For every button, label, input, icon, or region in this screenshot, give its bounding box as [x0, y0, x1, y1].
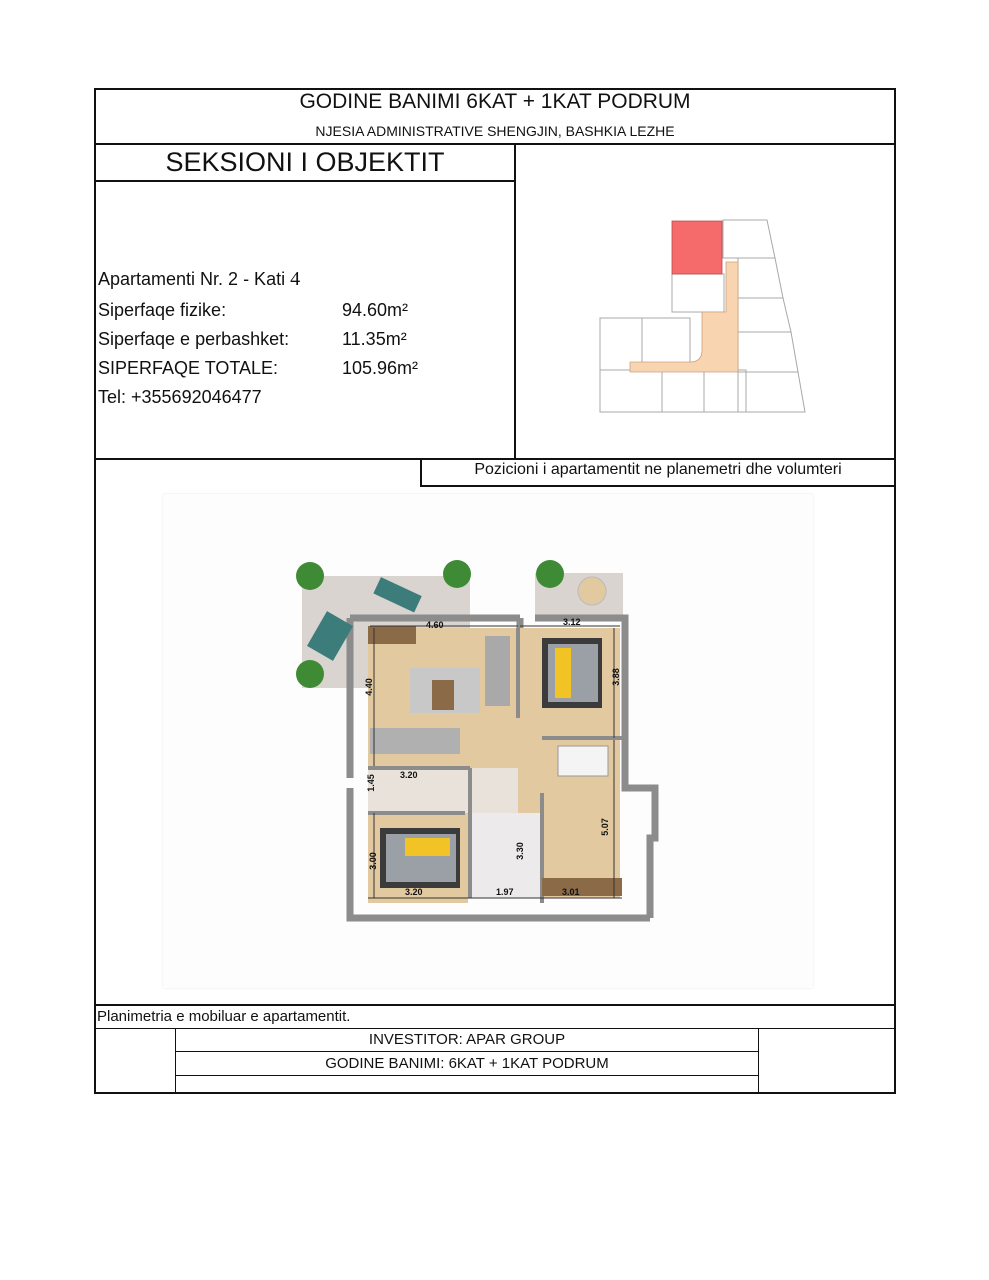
apartment-name-prefix: Apartamenti Nr. 2 - Kati — [98, 269, 286, 289]
dim-kitchen-width: 3.01 — [562, 887, 580, 897]
area-common-label: Siperfaqe e perbashket: — [98, 329, 290, 349]
dim-bedroom1-depth: 3.88 — [610, 668, 621, 686]
dim-bedroom2-width: 3.20 — [405, 887, 423, 897]
apartment-name — [98, 268, 300, 291]
investor-label: INVESTITOR: APAR GROUP — [368, 1031, 566, 1048]
key-plan — [590, 212, 815, 422]
info-bottom-divider — [94, 458, 896, 460]
floorplan-drawing — [280, 548, 680, 928]
plan-caption: Planimetria e mobiluar e apartamentit. — [97, 1008, 351, 1025]
apartment-floor: 4 — [290, 268, 301, 290]
common-area-shape — [630, 262, 738, 372]
section-title-divider — [94, 180, 515, 182]
dim-kitchen-depth: 5.07 — [599, 818, 610, 836]
footer-row1-border — [175, 1051, 759, 1052]
phone-number: Tel: +355692046477 — [98, 387, 262, 407]
area-total-value: 105.96m² — [342, 358, 419, 378]
area-common-value: 11.35m² — [342, 329, 407, 349]
area-physical-label: Siperfaqe fizike: — [98, 300, 227, 320]
plan-caption-top-border — [94, 1004, 896, 1006]
dim-bedroom2-depth: 3.00 — [367, 852, 378, 870]
area-physical-value: 94.60m² — [342, 300, 409, 320]
dim-bedroom1-width: 3.12 — [563, 617, 581, 627]
position-label: Pozicioni i apartamentit ne planemetri dhe volumteri — [474, 461, 842, 478]
info-vertical-divider — [514, 143, 516, 460]
dim-hall-depth: 1.45 — [365, 774, 376, 792]
building-subtitle: NJESIA ADMINISTRATIVE SHENGJIN, BASHKIA LEZHE — [315, 123, 675, 139]
section-title: SEKSIONI I OBJEKTIT — [165, 147, 445, 177]
footer-right-divider — [758, 1028, 759, 1094]
position-label-bottom-border — [420, 485, 896, 487]
dim-living-width: 4.60 — [426, 620, 444, 630]
apartment-highlight — [672, 221, 722, 274]
dim-living-depth: 4.40 — [363, 678, 374, 696]
footer-building-label: GODINE BANIMI: 6KAT + 1KAT PODRUM — [325, 1055, 609, 1072]
dim-hall-width: 3.20 — [400, 770, 418, 780]
header-divider — [94, 143, 896, 145]
dim-bath-depth: 3.30 — [514, 842, 525, 860]
dim-bath-width: 1.97 — [496, 887, 514, 897]
plan-caption-bottom-border — [94, 1028, 896, 1029]
footer-row2-border — [175, 1075, 759, 1076]
building-title: GODINE BANIMI 6KAT + 1KAT PODRUM — [299, 90, 691, 113]
area-total-label: SIPERFAQE TOTALE: — [98, 358, 279, 378]
